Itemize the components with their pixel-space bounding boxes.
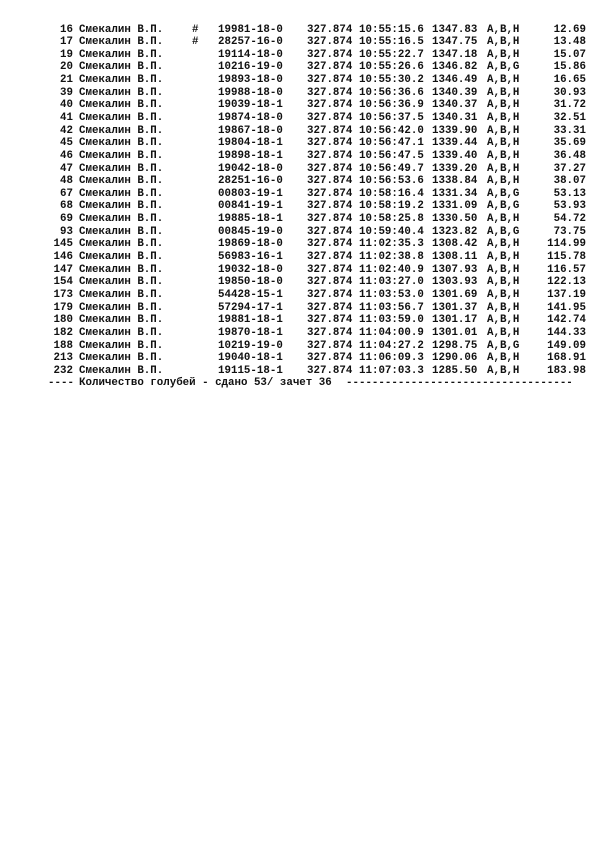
ring-number-cell: 00803-19-1: [218, 187, 283, 200]
arrival-time-cell: 10:56:53.6: [359, 175, 424, 188]
ring-number-cell: 19981-18-0: [218, 23, 283, 36]
category-cell: A,B,H: [487, 36, 520, 49]
category-cell: A,B,G: [487, 339, 520, 352]
speed-cell: 1339.90: [432, 124, 478, 137]
category-cell: A,B,H: [487, 238, 520, 251]
table-row: [48, 162, 586, 176]
speed-cell: 1301.37: [432, 301, 478, 314]
ring-number-cell: 57294-17-1: [218, 301, 283, 314]
place-cell: 179: [53, 301, 73, 314]
score-cell: 36.48: [553, 149, 586, 162]
distance-cell: 327.874: [307, 36, 353, 49]
arrival-time-cell: 10:55:15.6: [359, 23, 424, 36]
category-cell: A,B,H: [487, 74, 520, 87]
table-row: [48, 48, 586, 62]
place-cell: 19: [60, 48, 73, 61]
table-row: [48, 352, 586, 365]
speed-cell: 1347.83: [432, 23, 478, 36]
place-cell: 68: [60, 200, 73, 213]
table-row: [48, 301, 586, 315]
arrival-time-cell: 10:56:37.5: [359, 111, 424, 124]
speed-cell: 1331.09: [432, 200, 478, 213]
arrival-time-cell: 10:58:19.2: [359, 200, 424, 213]
distance-cell: 327.874: [307, 48, 353, 61]
speed-cell: 1301.69: [432, 288, 478, 301]
place-cell: 46: [60, 149, 73, 162]
score-cell: 13.48: [553, 36, 586, 49]
speed-cell: 1307.93: [432, 263, 478, 276]
arrival-time-cell: 10:55:26.6: [359, 61, 424, 74]
speed-cell: 1301.17: [432, 314, 478, 327]
name-cell: Смекалин В.П.: [79, 200, 164, 213]
place-cell: 69: [60, 213, 73, 226]
name-cell: Смекалин В.П.: [79, 111, 164, 124]
ring-number-cell: 19870-18-1: [218, 326, 283, 339]
speed-cell: 1339.40: [432, 149, 478, 162]
score-cell: 54.72: [553, 213, 586, 226]
place-cell: 40: [60, 99, 73, 112]
distance-cell: 327.874: [307, 301, 353, 314]
arrival-time-cell: 11:03:59.0: [359, 314, 424, 327]
arrival-time-cell: 11:03:27.0: [359, 276, 424, 289]
score-cell: 33.31: [553, 124, 586, 137]
distance-cell: 327.874: [307, 238, 353, 251]
category-cell: A,B,H: [487, 48, 520, 61]
table-row: [48, 364, 586, 378]
ring-number-cell: 19042-18-0: [218, 162, 283, 175]
table-row: [48, 137, 586, 150]
category-cell: A,B,H: [487, 288, 520, 301]
name-cell: Смекалин В.П.: [79, 187, 164, 200]
name-cell: Смекалин В.П.: [79, 339, 164, 352]
place-cell: 41: [60, 111, 73, 124]
table-row: [48, 187, 586, 201]
place-cell: 213: [53, 352, 73, 365]
table-row: [48, 149, 586, 163]
category-cell: A,B,H: [487, 251, 520, 264]
arrival-time-cell: 10:56:42.0: [359, 124, 424, 137]
speed-cell: 1340.37: [432, 99, 478, 112]
table-row: [48, 23, 586, 37]
ring-number-cell: 54428-15-1: [218, 288, 283, 301]
place-cell: 173: [53, 288, 73, 301]
place-cell: 232: [53, 364, 73, 377]
name-cell: Смекалин В.П.: [79, 251, 164, 264]
table-row: [48, 111, 586, 125]
ring-number-cell: 00845-19-0: [218, 225, 283, 238]
table-row: [48, 238, 586, 251]
score-cell: 53.93: [553, 200, 586, 213]
arrival-time-cell: 11:04:00.9: [359, 326, 424, 339]
score-cell: 137.19: [547, 288, 586, 301]
speed-cell: 1330.50: [432, 213, 478, 226]
speed-cell: 1340.39: [432, 86, 478, 99]
ring-number-cell: 19032-18-0: [218, 263, 283, 276]
arrival-time-cell: 11:03:53.0: [359, 288, 424, 301]
category-cell: A,B,H: [487, 364, 520, 377]
name-cell: Смекалин В.П.: [79, 74, 164, 87]
distance-cell: 327.874: [307, 149, 353, 162]
speed-cell: 1347.75: [432, 36, 478, 49]
ring-number-cell: 19040-18-1: [218, 352, 283, 365]
distance-cell: 327.874: [307, 352, 353, 365]
arrival-time-cell: 10:58:25.8: [359, 213, 424, 226]
speed-cell: 1323.82: [432, 225, 478, 238]
ring-number-cell: 28257-16-0: [218, 36, 283, 49]
table-row: [48, 225, 586, 239]
name-cell: Смекалин В.П.: [79, 276, 164, 289]
distance-cell: 327.874: [307, 200, 353, 213]
arrival-time-cell: 11:07:03.3: [359, 364, 424, 377]
name-cell: Смекалин В.П.: [79, 36, 164, 49]
name-cell: Смекалин В.П.: [79, 352, 164, 365]
category-cell: A,B,H: [487, 23, 520, 36]
speed-cell: 1285.50: [432, 364, 478, 377]
name-cell: Смекалин В.П.: [79, 149, 164, 162]
distance-cell: 327.874: [307, 137, 353, 150]
place-cell: 180: [53, 314, 73, 327]
ring-number-cell: 19898-18-1: [218, 149, 283, 162]
mark-cell: #: [192, 36, 199, 49]
category-cell: A,B,H: [487, 314, 520, 327]
ring-number-cell: 10216-19-0: [218, 61, 283, 74]
category-cell: A,B,H: [487, 213, 520, 226]
place-cell: 39: [60, 86, 73, 99]
category-cell: A,B,H: [487, 162, 520, 175]
arrival-time-cell: 10:56:36.6: [359, 86, 424, 99]
name-cell: Смекалин В.П.: [79, 213, 164, 226]
arrival-time-cell: 11:03:56.7: [359, 301, 424, 314]
results-table: [48, 23, 586, 391]
distance-cell: 327.874: [307, 99, 353, 112]
ring-number-cell: 19881-18-1: [218, 314, 283, 327]
speed-cell: 1303.93: [432, 276, 478, 289]
distance-cell: 327.874: [307, 263, 353, 276]
category-cell: A,B,G: [487, 225, 520, 238]
table-row: [48, 276, 586, 289]
score-cell: 149.09: [547, 339, 586, 352]
category-cell: A,B,G: [487, 200, 520, 213]
score-cell: 142.74: [547, 314, 586, 327]
speed-cell: 1339.44: [432, 137, 478, 150]
score-cell: 141.95: [547, 301, 586, 314]
name-cell: Смекалин В.П.: [79, 288, 164, 301]
distance-cell: 327.874: [307, 162, 353, 175]
score-cell: 38.07: [553, 175, 586, 188]
score-cell: 31.72: [553, 99, 586, 112]
distance-cell: 327.874: [307, 111, 353, 124]
place-cell: 188: [53, 339, 73, 352]
place-cell: 42: [60, 124, 73, 137]
distance-cell: 327.874: [307, 23, 353, 36]
table-row: [48, 288, 586, 302]
table-row: [48, 86, 586, 100]
arrival-time-cell: 11:02:38.8: [359, 251, 424, 264]
score-cell: 12.69: [553, 23, 586, 36]
speed-cell: 1346.49: [432, 74, 478, 87]
score-cell: 37.27: [553, 162, 586, 175]
table-row: [48, 213, 586, 226]
ring-number-cell: 19885-18-1: [218, 213, 283, 226]
ring-number-cell: 19804-18-1: [218, 137, 283, 150]
score-cell: 122.13: [547, 276, 586, 289]
name-cell: Смекалин В.П.: [79, 175, 164, 188]
name-cell: Смекалин В.П.: [79, 162, 164, 175]
category-cell: A,B,G: [487, 187, 520, 200]
table-row: [48, 326, 586, 340]
name-cell: Смекалин В.П.: [79, 99, 164, 112]
category-cell: A,B,H: [487, 86, 520, 99]
category-cell: A,B,H: [487, 276, 520, 289]
place-cell: 20: [60, 61, 73, 74]
speed-cell: 1308.42: [432, 238, 478, 251]
ring-number-cell: 19850-18-0: [218, 276, 283, 289]
distance-cell: 327.874: [307, 314, 353, 327]
score-cell: 168.91: [547, 352, 586, 365]
place-cell: 45: [60, 137, 73, 150]
arrival-time-cell: 11:04:27.2: [359, 339, 424, 352]
distance-cell: 327.874: [307, 251, 353, 264]
distance-cell: 327.874: [307, 61, 353, 74]
table-row: [48, 263, 586, 277]
arrival-time-cell: 10:55:30.2: [359, 74, 424, 87]
distance-cell: 327.874: [307, 339, 353, 352]
name-cell: Смекалин В.П.: [79, 225, 164, 238]
ring-number-cell: 19115-18-1: [218, 364, 283, 377]
category-cell: A,B,H: [487, 175, 520, 188]
arrival-time-cell: 10:56:49.7: [359, 162, 424, 175]
distance-cell: 327.874: [307, 187, 353, 200]
score-cell: 73.75: [553, 225, 586, 238]
score-cell: 15.07: [553, 48, 586, 61]
name-cell: Смекалин В.П.: [79, 86, 164, 99]
name-cell: Смекалин В.П.: [79, 23, 164, 36]
category-cell: A,B,H: [487, 137, 520, 150]
summary-text: Количество голубей - сдано 53/ зачет 36: [79, 377, 332, 390]
summary-line: [48, 377, 573, 390]
place-cell: 48: [60, 175, 73, 188]
category-cell: A,B,H: [487, 124, 520, 137]
arrival-time-cell: 10:55:16.5: [359, 36, 424, 49]
table-row: [48, 36, 586, 49]
ring-number-cell: 00841-19-1: [218, 200, 283, 213]
category-cell: A,B,H: [487, 149, 520, 162]
speed-cell: 1346.82: [432, 61, 478, 74]
place-cell: 17: [60, 36, 73, 49]
distance-cell: 327.874: [307, 276, 353, 289]
ring-number-cell: 19114-18-0: [218, 48, 283, 61]
place-cell: 182: [53, 326, 73, 339]
arrival-time-cell: 10:55:22.7: [359, 48, 424, 61]
name-cell: Смекалин В.П.: [79, 124, 164, 137]
place-cell: 154: [53, 276, 73, 289]
speed-cell: 1347.18: [432, 48, 478, 61]
ring-number-cell: 19039-18-1: [218, 99, 283, 112]
distance-cell: 327.874: [307, 175, 353, 188]
name-cell: Смекалин В.П.: [79, 314, 164, 327]
score-cell: 35.69: [553, 137, 586, 150]
table-row: [48, 314, 586, 327]
table-row: [48, 61, 586, 74]
ring-number-cell: 28251-16-0: [218, 175, 283, 188]
ring-number-cell: 19867-18-0: [218, 124, 283, 137]
summary-dash-right: -----------------------------------: [346, 377, 573, 390]
score-cell: 183.98: [547, 364, 586, 377]
category-cell: A,B,H: [487, 99, 520, 112]
name-cell: Смекалин В.П.: [79, 238, 164, 251]
name-cell: Смекалин В.П.: [79, 301, 164, 314]
category-cell: A,B,H: [487, 111, 520, 124]
place-cell: 93: [60, 225, 73, 238]
name-cell: Смекалин В.П.: [79, 137, 164, 150]
table-row: [48, 200, 586, 213]
distance-cell: 327.874: [307, 364, 353, 377]
score-cell: 32.51: [553, 111, 586, 124]
table-row: [48, 339, 586, 353]
score-cell: 30.93: [553, 86, 586, 99]
table-row: [48, 175, 586, 188]
speed-cell: 1308.11: [432, 251, 478, 264]
distance-cell: 327.874: [307, 124, 353, 137]
arrival-time-cell: 10:56:47.1: [359, 137, 424, 150]
ring-number-cell: 19874-18-0: [218, 111, 283, 124]
ring-number-cell: 19893-18-0: [218, 74, 283, 87]
place-cell: 147: [53, 263, 73, 276]
arrival-time-cell: 10:58:16.4: [359, 187, 424, 200]
arrival-time-cell: 11:02:40.9: [359, 263, 424, 276]
name-cell: Смекалин В.П.: [79, 364, 164, 377]
distance-cell: 327.874: [307, 326, 353, 339]
speed-cell: 1340.31: [432, 111, 478, 124]
speed-cell: 1331.34: [432, 187, 478, 200]
category-cell: A,B,H: [487, 263, 520, 276]
place-cell: 21: [60, 74, 73, 87]
score-cell: 144.33: [547, 326, 586, 339]
name-cell: Смекалин В.П.: [79, 326, 164, 339]
distance-cell: 327.874: [307, 213, 353, 226]
distance-cell: 327.874: [307, 74, 353, 87]
speed-cell: 1338.84: [432, 175, 478, 188]
score-cell: 114.99: [547, 238, 586, 251]
score-cell: 116.57: [547, 263, 586, 276]
arrival-time-cell: 11:06:09.3: [359, 352, 424, 365]
table-row: [48, 124, 586, 138]
summary-dash-left: ----: [48, 377, 74, 390]
speed-cell: 1290.06: [432, 352, 478, 365]
place-cell: 47: [60, 162, 73, 175]
place-cell: 146: [53, 251, 73, 264]
speed-cell: 1298.75: [432, 339, 478, 352]
place-cell: 67: [60, 187, 73, 200]
table-row: [48, 74, 586, 87]
score-cell: 16.65: [553, 74, 586, 87]
speed-cell: 1301.01: [432, 326, 478, 339]
arrival-time-cell: 10:59:40.4: [359, 225, 424, 238]
distance-cell: 327.874: [307, 225, 353, 238]
place-cell: 145: [53, 238, 73, 251]
ring-number-cell: 19988-18-0: [218, 86, 283, 99]
name-cell: Смекалин В.П.: [79, 263, 164, 276]
ring-number-cell: 56983-16-1: [218, 251, 283, 264]
name-cell: Смекалин В.П.: [79, 48, 164, 61]
distance-cell: 327.874: [307, 288, 353, 301]
distance-cell: 327.874: [307, 86, 353, 99]
arrival-time-cell: 10:56:36.9: [359, 99, 424, 112]
table-row: [48, 99, 586, 112]
score-cell: 15.86: [553, 61, 586, 74]
score-cell: 53.13: [553, 187, 586, 200]
category-cell: A,B,H: [487, 352, 520, 365]
category-cell: A,B,H: [487, 326, 520, 339]
speed-cell: 1339.20: [432, 162, 478, 175]
arrival-time-cell: 10:56:47.5: [359, 149, 424, 162]
name-cell: Смекалин В.П.: [79, 61, 164, 74]
table-row: [48, 251, 586, 264]
ring-number-cell: 10219-19-0: [218, 339, 283, 352]
ring-number-cell: 19869-18-0: [218, 238, 283, 251]
score-cell: 115.78: [547, 251, 586, 264]
category-cell: A,B,H: [487, 301, 520, 314]
mark-cell: #: [192, 23, 199, 36]
place-cell: 16: [60, 23, 73, 36]
category-cell: A,B,G: [487, 61, 520, 74]
arrival-time-cell: 11:02:35.3: [359, 238, 424, 251]
